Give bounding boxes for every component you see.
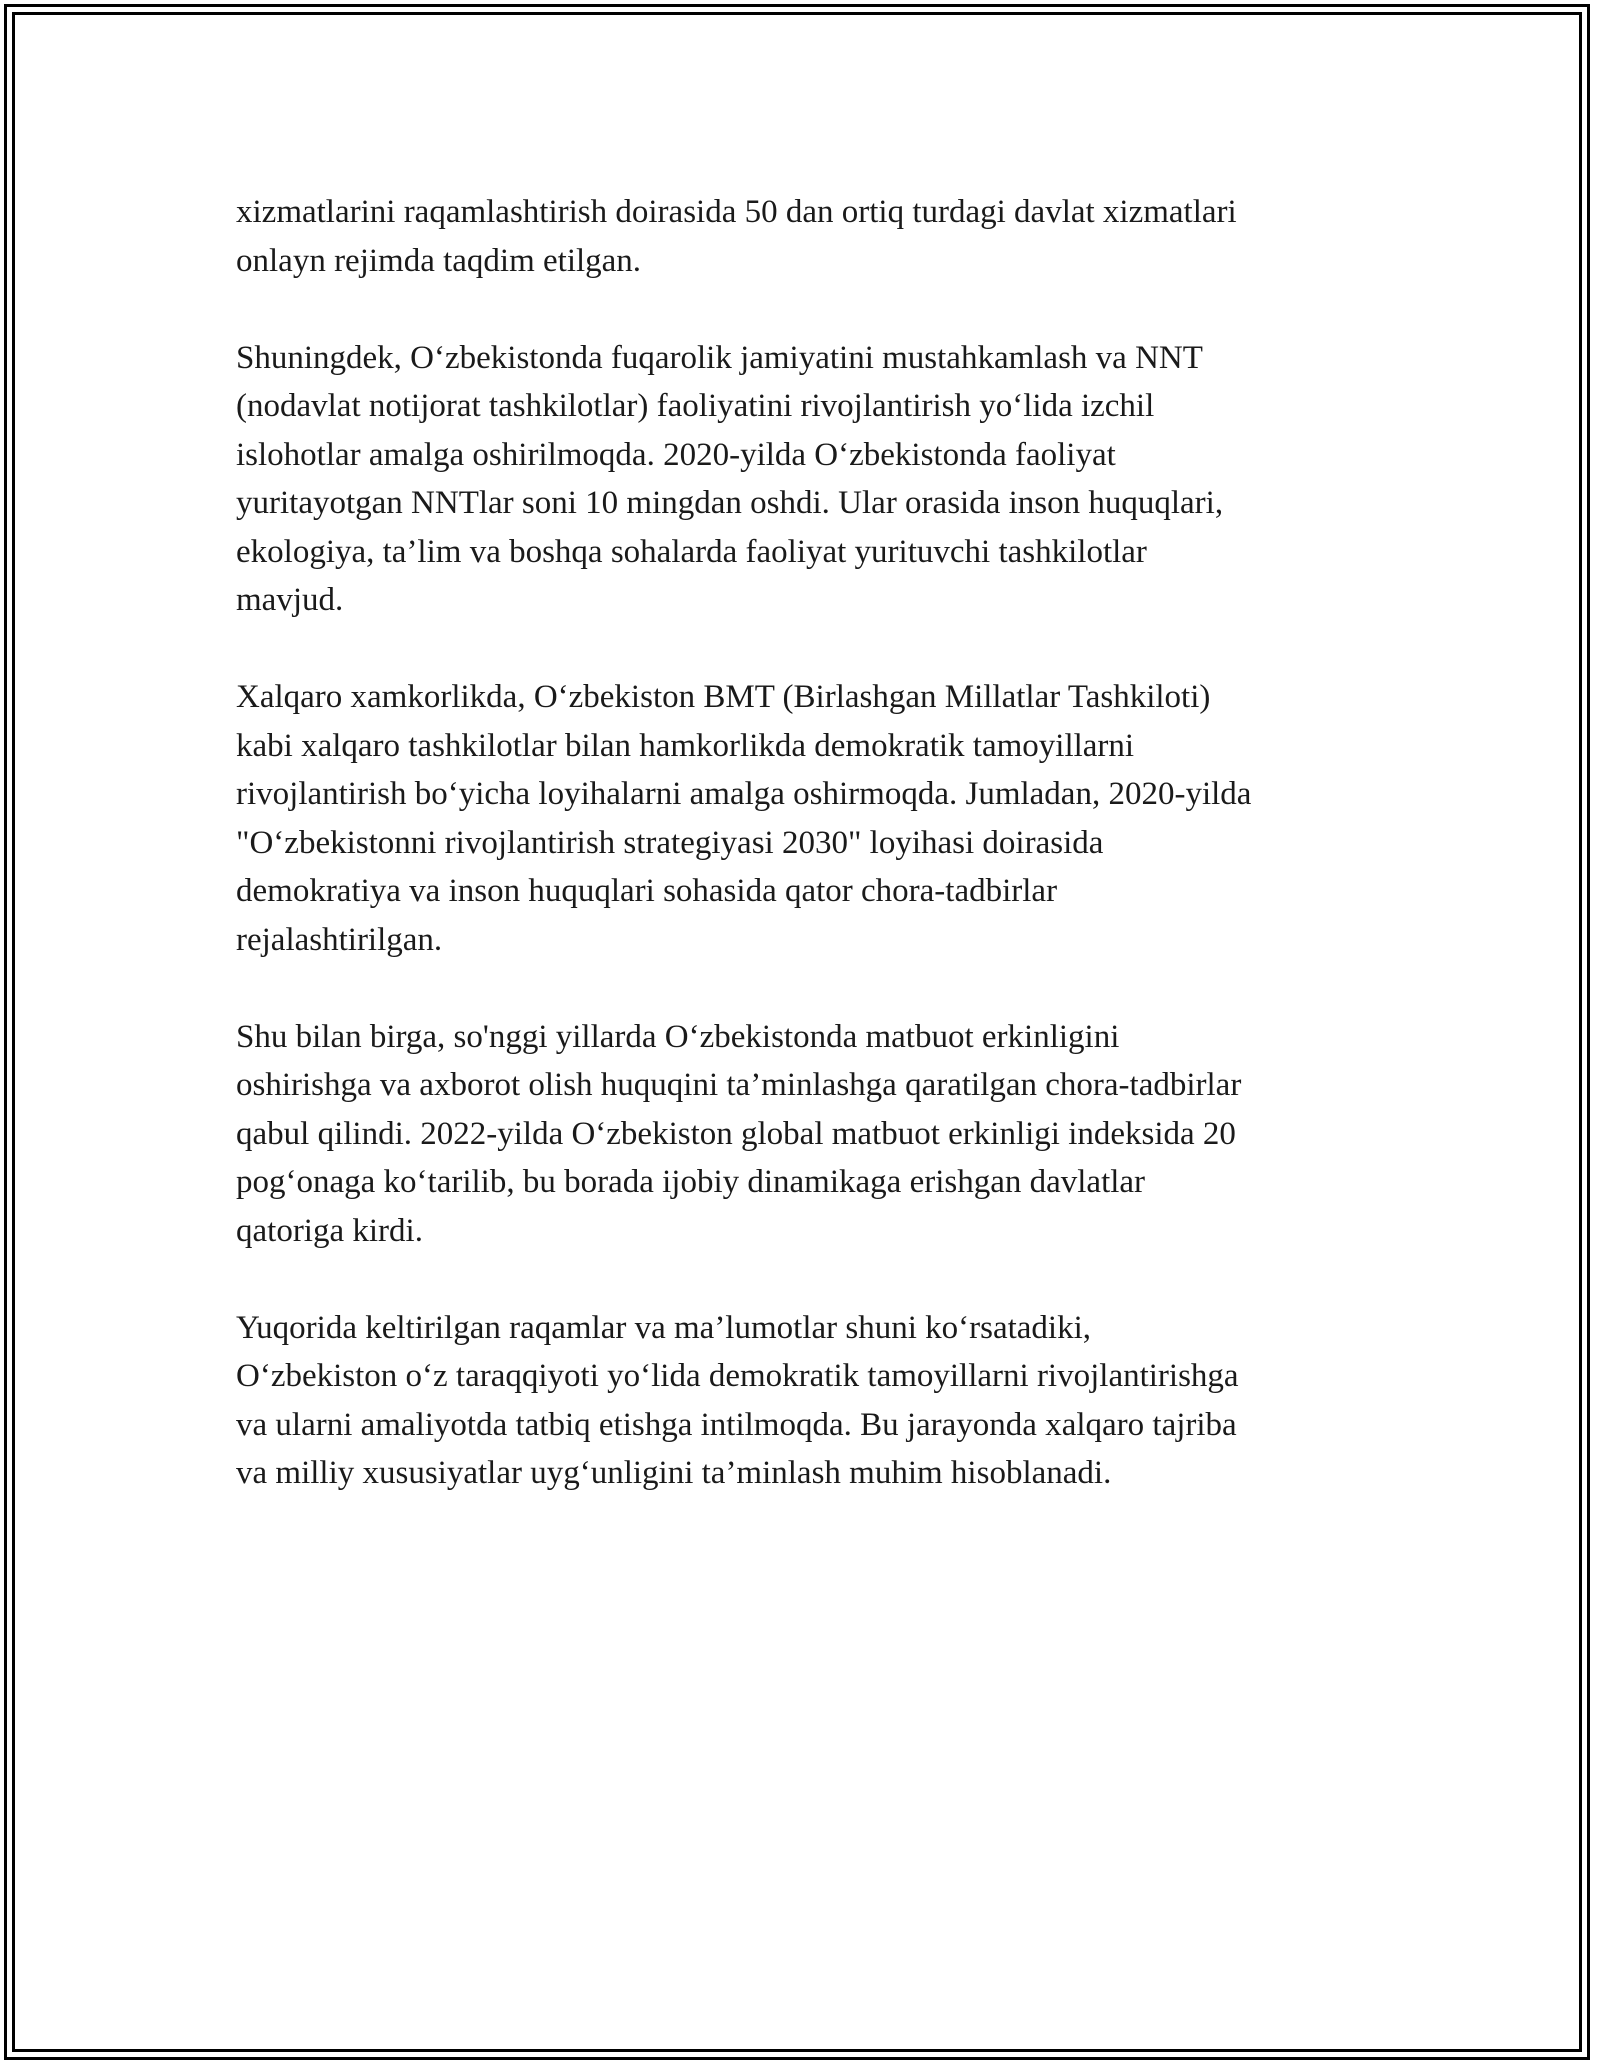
text-line: oshirishga va axborot olish huquqini ta’minlashga qaratilgan chora-tadbirlar xyxy=(236,1067,1242,1103)
paragraph-2 xyxy=(236,334,1366,625)
text-line: yuritayotgan NNTlar soni 10 mingdan oshdi. Ular orasida inson huquqlari, xyxy=(236,485,1224,521)
text-line: mavjud. xyxy=(236,582,344,618)
text-line: kabi xalqaro tashkilotlar bilan hamkorlikda demokratik tamoyillarni xyxy=(236,727,1135,764)
text-line: Xalqaro xamkorlikda, O‘zbekiston BMT (Birlashgan Millatlar Tashkiloti) xyxy=(236,679,1211,715)
text-line: O‘zbekiston o‘z taraqqiyoti yo‘lida demokratik tamoyillarni rivojlantirishga xyxy=(236,1358,1239,1394)
text-line: (nodavlat notijorat tashkilotlar) faoliyatini rivojlantirish yo‘lida izchil xyxy=(236,388,1155,424)
text-line: rejalashtirilgan. xyxy=(236,921,443,958)
text-line: va milliy xususiyatlar uyg‘unligini ta’minlash muhim hisoblanadi. xyxy=(236,1455,1112,1491)
text-line: pog‘onaga ko‘tarilib, bu borada ijobiy dinamikaga erishgan davlatlar xyxy=(236,1164,1146,1200)
text-line: qabul qilindi. 2022-yilda O‘zbekiston global matbuot erkinligi indeksida 20 xyxy=(236,1115,1236,1152)
text-line: xizmatlarini raqamlashtirish doirasida 50 dan ortiq turdagi davlat xizmatlari xyxy=(236,194,1237,230)
text-line: "O‘zbekistonni rivojlantirish strategiyasi 2030" loyihasi doirasida xyxy=(236,824,1104,861)
text-line: qatoriga kirdi. xyxy=(236,1212,423,1249)
text-line: rivojlantirish bo‘yicha loyihalarni amalga oshirmoqda. Jumladan, 2020-yilda xyxy=(236,776,1252,812)
paragraph-4 xyxy=(236,1013,1366,1256)
text-line: demokratiya va inson huquqlari sohasida qator chora-tadbirlar xyxy=(236,873,1058,909)
text-line: Shuningdek, O‘zbekistonda fuqarolik jamiyatini mustahkamlash va NNT xyxy=(236,339,1203,376)
text-line: islohotlar amalga oshirilmoqda. 2020-yilda O‘zbekistonda faoliyat xyxy=(236,436,1116,473)
text-line: Shu bilan birga, so'nggi yillarda O‘zbekistonda matbuot erkinligini xyxy=(236,1018,1120,1055)
document-body xyxy=(236,188,1366,1546)
text-line: va ularni amaliyotda tatbiq etishga intilmoqda. Bu jarayonda xalqaro tajriba xyxy=(236,1406,1237,1443)
text-line: Yuqorida keltirilgan raqamlar va ma’lumotlar shuni ko‘rsatadiki, xyxy=(236,1309,1092,1346)
paragraph-5 xyxy=(236,1304,1366,1498)
text-line: onlayn rejimda taqdim etilgan. xyxy=(236,242,642,279)
paragraph-3 xyxy=(236,673,1366,964)
paragraph-1 xyxy=(236,188,1366,285)
text-line: ekologiya, ta’lim va boshqa sohalarda faoliyat yurituvchi tashkilotlar xyxy=(236,533,1147,570)
